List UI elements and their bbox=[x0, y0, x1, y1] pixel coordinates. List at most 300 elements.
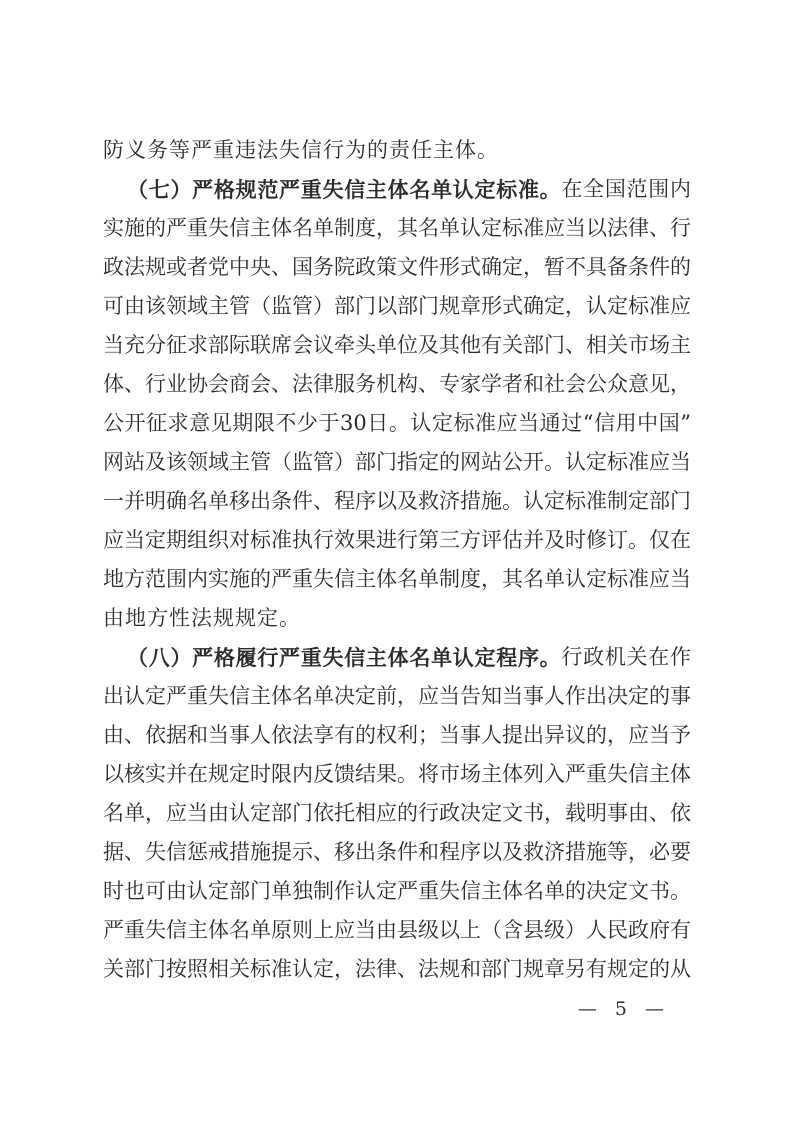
text-token: 县 bbox=[397, 918, 418, 942]
text-token: 章 bbox=[544, 957, 565, 981]
text-token: 。 bbox=[539, 645, 561, 670]
text-token: 规 bbox=[523, 957, 544, 981]
text-token: 作 bbox=[669, 645, 691, 669]
text-token: 域 bbox=[208, 450, 229, 474]
paragraph-item-7 bbox=[103, 170, 691, 638]
text-token: 的 bbox=[670, 255, 691, 279]
text-token: 施 bbox=[250, 840, 271, 864]
text-token: 地 bbox=[103, 567, 124, 591]
text-token: 定 bbox=[145, 684, 166, 708]
text-line bbox=[103, 599, 691, 638]
text-token: 政 bbox=[439, 801, 460, 825]
text-token: 结 bbox=[355, 762, 376, 786]
text-token: 他 bbox=[460, 333, 481, 357]
text-token: 予 bbox=[670, 723, 691, 747]
text-token: 依 bbox=[145, 723, 166, 747]
text-token: 认 bbox=[410, 411, 432, 435]
text-token: 、 bbox=[271, 255, 292, 279]
text-token: 定 bbox=[229, 762, 250, 786]
text-token: 门 bbox=[145, 957, 166, 981]
text-token: （ bbox=[127, 645, 148, 670]
text-token: 征 bbox=[166, 333, 187, 357]
text-token: 开 bbox=[523, 450, 544, 474]
text-token: 应 bbox=[628, 723, 649, 747]
text-token: 以 bbox=[376, 489, 397, 513]
text-token: 决 bbox=[334, 684, 355, 708]
text-token: 会 bbox=[208, 372, 229, 396]
text-token: 单 bbox=[313, 684, 334, 708]
text-token: （ bbox=[250, 294, 271, 318]
text-token: 在 bbox=[670, 528, 691, 552]
text-token: 制 bbox=[334, 216, 355, 240]
text-token: ” bbox=[680, 411, 691, 435]
text-token: 据 bbox=[103, 840, 124, 864]
text-token: 关 bbox=[626, 645, 648, 669]
text-token: 前 bbox=[376, 684, 397, 708]
text-token: 上 bbox=[313, 918, 334, 942]
text-token: 限 bbox=[271, 762, 292, 786]
text-token: 措 bbox=[460, 489, 481, 513]
text-token: 公 bbox=[502, 450, 523, 474]
text-token: 信 bbox=[334, 567, 355, 591]
text-token: 主 bbox=[208, 294, 229, 318]
text-token: 形 bbox=[439, 255, 460, 279]
text-token: 信 bbox=[166, 918, 187, 942]
text-token: 单 bbox=[376, 333, 397, 357]
text-token: 单 bbox=[271, 879, 292, 903]
text-token: 定 bbox=[628, 957, 649, 981]
text-token: 见 bbox=[210, 411, 232, 435]
text-token: ） bbox=[170, 645, 192, 670]
text-token: 者 bbox=[502, 372, 523, 396]
text-token: 单 bbox=[544, 879, 565, 903]
text-token: （ bbox=[271, 450, 292, 474]
text-token: 重 bbox=[300, 177, 322, 202]
text-token: 实 bbox=[103, 216, 124, 240]
text-line bbox=[103, 755, 691, 794]
text-token: 党 bbox=[208, 255, 229, 279]
text-token: 原 bbox=[271, 918, 292, 942]
text-token: 实 bbox=[145, 762, 166, 786]
text-token: （ bbox=[127, 177, 148, 202]
text-token: 内 bbox=[292, 762, 313, 786]
text-token: 主 bbox=[365, 177, 387, 202]
text-token: ， bbox=[565, 294, 586, 318]
text-token: 人 bbox=[586, 918, 607, 942]
text-token: 施 bbox=[481, 489, 502, 513]
text-token: 形 bbox=[481, 294, 502, 318]
text-token: 评 bbox=[481, 528, 502, 552]
text-line bbox=[103, 716, 691, 755]
text-token: 其 bbox=[397, 216, 418, 240]
text-token: 定 bbox=[481, 216, 502, 240]
text-token: 和 bbox=[418, 840, 439, 864]
text-token: 对 bbox=[229, 528, 250, 552]
text-token: 开 bbox=[124, 411, 146, 435]
text-token: 站 bbox=[124, 450, 145, 474]
text-token: 服 bbox=[334, 372, 355, 396]
text-token: 核 bbox=[124, 762, 145, 786]
text-token: 当 bbox=[208, 723, 229, 747]
text-token: 应 bbox=[496, 411, 518, 435]
text-token: 当 bbox=[439, 684, 460, 708]
text-token: 施 bbox=[124, 216, 145, 240]
text-token: 由 bbox=[124, 294, 145, 318]
text-line bbox=[103, 950, 691, 989]
text-token: 确 bbox=[523, 294, 544, 318]
text-token: 方 bbox=[460, 528, 481, 552]
text-token: 失 bbox=[439, 879, 460, 903]
text-token: 体 bbox=[271, 684, 292, 708]
text-token: 、 bbox=[565, 333, 586, 357]
text-token: 单 bbox=[124, 801, 145, 825]
text-token: 场 bbox=[460, 762, 481, 786]
text-token: 的 bbox=[649, 957, 670, 981]
text-token: 院 bbox=[334, 255, 355, 279]
text-token: 、 bbox=[271, 372, 292, 396]
text-token: 公 bbox=[103, 411, 124, 435]
text-token: 、 bbox=[418, 372, 439, 396]
text-token: 定 bbox=[628, 684, 649, 708]
text-token: 时 bbox=[565, 528, 586, 552]
text-token: 单 bbox=[208, 489, 229, 513]
text-token: 戒 bbox=[208, 840, 229, 864]
text-token: 的 bbox=[355, 723, 376, 747]
text-token: 措 bbox=[229, 840, 250, 864]
text-token: 议 bbox=[565, 723, 586, 747]
text-token: 准 bbox=[523, 216, 544, 240]
text-token: 和 bbox=[460, 957, 481, 981]
text-token: 家 bbox=[460, 372, 481, 396]
text-token: 定 bbox=[145, 528, 166, 552]
text-token: 政 bbox=[355, 255, 376, 279]
text-token: ， bbox=[481, 567, 502, 591]
text-token: 确 bbox=[481, 255, 502, 279]
text-token: 体 bbox=[387, 177, 409, 202]
text-token: 的 bbox=[145, 216, 166, 240]
text-token: 主 bbox=[481, 879, 502, 903]
text-token: 严 bbox=[166, 216, 187, 240]
text-token: 当 bbox=[355, 918, 376, 942]
text-token: 范 bbox=[145, 567, 166, 591]
text-token: 信 bbox=[166, 840, 187, 864]
text-token: 由 bbox=[376, 918, 397, 942]
text-token: 出 bbox=[250, 489, 271, 513]
text-token: 名 bbox=[397, 567, 418, 591]
paragraph-continuation bbox=[103, 131, 691, 170]
text-token: 业 bbox=[166, 372, 187, 396]
text-token: 也 bbox=[124, 879, 145, 903]
text-token: 严 bbox=[397, 879, 418, 903]
text-token: 信 bbox=[229, 684, 250, 708]
text-token: 准 bbox=[628, 567, 649, 591]
text-token: 及 bbox=[397, 489, 418, 513]
text-token: 及 bbox=[418, 333, 439, 357]
text-token: 民 bbox=[607, 918, 628, 942]
text-token: 单 bbox=[431, 645, 453, 670]
text-token: 的 bbox=[397, 801, 418, 825]
text-token: 件 bbox=[397, 840, 418, 864]
text-token: 反 bbox=[313, 762, 334, 786]
text-token: 定 bbox=[208, 879, 229, 903]
text-token: 单 bbox=[418, 567, 439, 591]
text-token: 务 bbox=[313, 255, 334, 279]
text-token: 可 bbox=[145, 879, 166, 903]
text-token: 严 bbox=[166, 684, 187, 708]
text-token: 律 bbox=[313, 372, 334, 396]
text-token: 体 bbox=[376, 567, 397, 591]
text-token: 格 bbox=[213, 177, 235, 202]
text-token: 信 bbox=[344, 177, 366, 202]
text-token: 当 bbox=[565, 216, 586, 240]
text-token: 度 bbox=[460, 567, 481, 591]
text-token: 认 bbox=[187, 879, 208, 903]
text-token: 及 bbox=[544, 528, 565, 552]
text-token: ， bbox=[397, 684, 418, 708]
text-token: 及 bbox=[145, 450, 166, 474]
text-token: 三 bbox=[439, 528, 460, 552]
text-token: 当 bbox=[518, 411, 540, 435]
text-token: 明 bbox=[145, 489, 166, 513]
text-token: 救 bbox=[523, 840, 544, 864]
text-token: 站 bbox=[481, 450, 502, 474]
text-token: 在 bbox=[187, 762, 208, 786]
text-token: 制 bbox=[439, 567, 460, 591]
text-token: ， bbox=[628, 840, 649, 864]
text-token: 失 bbox=[208, 684, 229, 708]
text-token: 部 bbox=[271, 801, 292, 825]
text-token: 告 bbox=[460, 684, 481, 708]
text-token: 征 bbox=[146, 411, 168, 435]
text-token: 部 bbox=[649, 489, 670, 513]
text-token: 移 bbox=[229, 489, 250, 513]
text-token: 认 bbox=[586, 294, 607, 318]
text-token: 明 bbox=[586, 801, 607, 825]
text-token: 标 bbox=[250, 957, 271, 981]
text-token: 名 bbox=[292, 216, 313, 240]
text-token: 准 bbox=[517, 177, 539, 202]
text-token: 以 bbox=[103, 762, 124, 786]
text-token: 件 bbox=[418, 255, 439, 279]
text-token: 具 bbox=[586, 255, 607, 279]
text-token: 、 bbox=[649, 216, 670, 240]
text-token: 示 bbox=[292, 840, 313, 864]
text-token: 务 bbox=[355, 372, 376, 396]
text-token: 体 bbox=[271, 216, 292, 240]
text-token: 部 bbox=[523, 333, 544, 357]
text-token: 事 bbox=[523, 684, 544, 708]
text-token: 名 bbox=[418, 216, 439, 240]
text-token: 政 bbox=[628, 918, 649, 942]
text-token: 含 bbox=[502, 918, 523, 942]
text-token: 程 bbox=[496, 645, 518, 670]
text-token: 据 bbox=[166, 723, 187, 747]
text-token: 序 bbox=[517, 645, 539, 670]
text-line bbox=[103, 326, 691, 365]
text-line bbox=[103, 911, 691, 950]
text-token: 并 bbox=[166, 762, 187, 786]
text-token: 该 bbox=[145, 294, 166, 318]
text-token: 主 bbox=[670, 333, 691, 357]
text-token: 以 bbox=[586, 216, 607, 240]
text-token: 应 bbox=[376, 801, 397, 825]
text-line bbox=[103, 209, 691, 248]
text-token: 定 bbox=[628, 489, 649, 513]
text-token: 当 bbox=[670, 450, 691, 474]
text-token: 门 bbox=[502, 957, 523, 981]
text-token: 时 bbox=[250, 762, 271, 786]
text-token: 部 bbox=[397, 294, 418, 318]
text-token: 作 bbox=[334, 879, 355, 903]
text-token: 席 bbox=[271, 333, 292, 357]
text-token: 规 bbox=[439, 957, 460, 981]
text-token: 执 bbox=[292, 528, 313, 552]
text-token: 门 bbox=[250, 879, 271, 903]
text-token: 可 bbox=[103, 294, 124, 318]
text-token: 应 bbox=[418, 684, 439, 708]
text-token: 意 bbox=[628, 372, 649, 396]
text-token: 由 bbox=[208, 801, 229, 825]
text-token: 应 bbox=[649, 567, 670, 591]
text-token: 充 bbox=[124, 333, 145, 357]
text-token: 认 bbox=[452, 645, 474, 670]
text-token: 围 bbox=[166, 567, 187, 591]
text-line bbox=[103, 170, 691, 209]
text-token: 的 bbox=[586, 723, 607, 747]
text-token: 备 bbox=[607, 255, 628, 279]
text-token: 其 bbox=[439, 333, 460, 357]
text-token: 信 bbox=[594, 411, 616, 435]
text-token: 名 bbox=[103, 801, 124, 825]
text-token: 按 bbox=[166, 957, 187, 981]
text-token: 实 bbox=[208, 567, 229, 591]
text-token: 门 bbox=[376, 450, 397, 474]
text-token: 和 bbox=[523, 372, 544, 396]
text-token: 时 bbox=[103, 879, 124, 903]
text-token: 出 bbox=[523, 723, 544, 747]
text-token: ， bbox=[544, 801, 565, 825]
text-token: 当 bbox=[670, 567, 691, 591]
text-token: ， bbox=[376, 216, 397, 240]
text-token: 主 bbox=[250, 684, 271, 708]
text-token: ， bbox=[334, 957, 355, 981]
text-token: 准 bbox=[271, 957, 292, 981]
text-token: 协 bbox=[187, 372, 208, 396]
text-token: 标 bbox=[502, 216, 523, 240]
text-token: 惩 bbox=[187, 840, 208, 864]
text-token: ） bbox=[170, 177, 192, 202]
text-token: 并 bbox=[523, 528, 544, 552]
text-token: 进 bbox=[376, 528, 397, 552]
text-token: 门 bbox=[292, 801, 313, 825]
text-token: 重 bbox=[124, 918, 145, 942]
text-token: 名 bbox=[523, 567, 544, 591]
text-line bbox=[103, 287, 691, 326]
text-token: 利 bbox=[397, 723, 418, 747]
text-token: 期 bbox=[166, 528, 187, 552]
text-token: 救 bbox=[418, 489, 439, 513]
text-token: 严 bbox=[271, 567, 292, 591]
text-token: 策 bbox=[376, 255, 397, 279]
text-token: 认 bbox=[452, 177, 474, 202]
text-token: 准 bbox=[628, 450, 649, 474]
text-token: 独 bbox=[292, 879, 313, 903]
text-token: 准 bbox=[649, 294, 670, 318]
text-token: 定 bbox=[586, 450, 607, 474]
text-token: 。 bbox=[388, 411, 410, 435]
text-token: 网 bbox=[460, 450, 481, 474]
text-token: 主 bbox=[365, 645, 387, 670]
text-token: 制 bbox=[313, 879, 334, 903]
text-token: 议 bbox=[313, 333, 334, 357]
text-token: 失 bbox=[607, 762, 628, 786]
text-token: 出 bbox=[103, 684, 124, 708]
text-token: 央 bbox=[250, 255, 271, 279]
text-token: 有 bbox=[586, 957, 607, 981]
text-token: 条 bbox=[628, 255, 649, 279]
text-segment: 防义务等严重违法失信行为的责任主体。 bbox=[103, 138, 499, 162]
text-token: 单 bbox=[313, 216, 334, 240]
text-line bbox=[103, 443, 691, 482]
text-token: 管 bbox=[229, 294, 250, 318]
text-token: 则 bbox=[292, 918, 313, 942]
text-token: 当 bbox=[103, 333, 124, 357]
text-token: 定 bbox=[474, 645, 496, 670]
text-token: 失 bbox=[208, 216, 229, 240]
text-token: ， bbox=[607, 723, 628, 747]
document-body bbox=[103, 131, 691, 989]
text-token: 于 bbox=[318, 411, 340, 435]
text-token: 行 bbox=[561, 645, 583, 669]
text-token: 定 bbox=[355, 684, 376, 708]
text-token: 法 bbox=[292, 723, 313, 747]
text-token: 织 bbox=[208, 528, 229, 552]
text-token: 在 bbox=[561, 177, 583, 201]
text-token: 认 bbox=[460, 216, 481, 240]
text-token: 格 bbox=[213, 645, 235, 670]
text-token: 权 bbox=[376, 723, 397, 747]
text-token: 人 bbox=[544, 684, 565, 708]
text-token: 关 bbox=[229, 957, 250, 981]
text-token: 的 bbox=[250, 567, 271, 591]
text-token: 严 bbox=[192, 645, 214, 670]
text-token: 要 bbox=[670, 840, 691, 864]
text-token: 人 bbox=[250, 723, 271, 747]
text-line bbox=[103, 131, 691, 170]
text-token: 体 bbox=[670, 762, 691, 786]
text-token: 公 bbox=[586, 372, 607, 396]
text-token: 当 bbox=[502, 684, 523, 708]
text-token: 日 bbox=[367, 411, 389, 435]
text-token: 中 bbox=[637, 411, 659, 435]
text-token: 30 bbox=[340, 411, 367, 435]
text-token: 度 bbox=[355, 216, 376, 240]
text-token: 事 bbox=[670, 684, 691, 708]
text-token: 方 bbox=[124, 567, 145, 591]
text-token: 管 bbox=[313, 450, 334, 474]
text-token: 文 bbox=[628, 879, 649, 903]
text-token: 果 bbox=[376, 762, 397, 786]
text-token: 全 bbox=[583, 177, 605, 201]
text-token: 以 bbox=[481, 840, 502, 864]
text-token: 定 bbox=[607, 879, 628, 903]
text-token: 失 bbox=[322, 645, 344, 670]
text-token: 行 bbox=[397, 528, 418, 552]
text-token: 载 bbox=[565, 801, 586, 825]
text-token: 以 bbox=[376, 294, 397, 318]
text-token: 应 bbox=[334, 918, 355, 942]
text-token: 当 bbox=[124, 528, 145, 552]
